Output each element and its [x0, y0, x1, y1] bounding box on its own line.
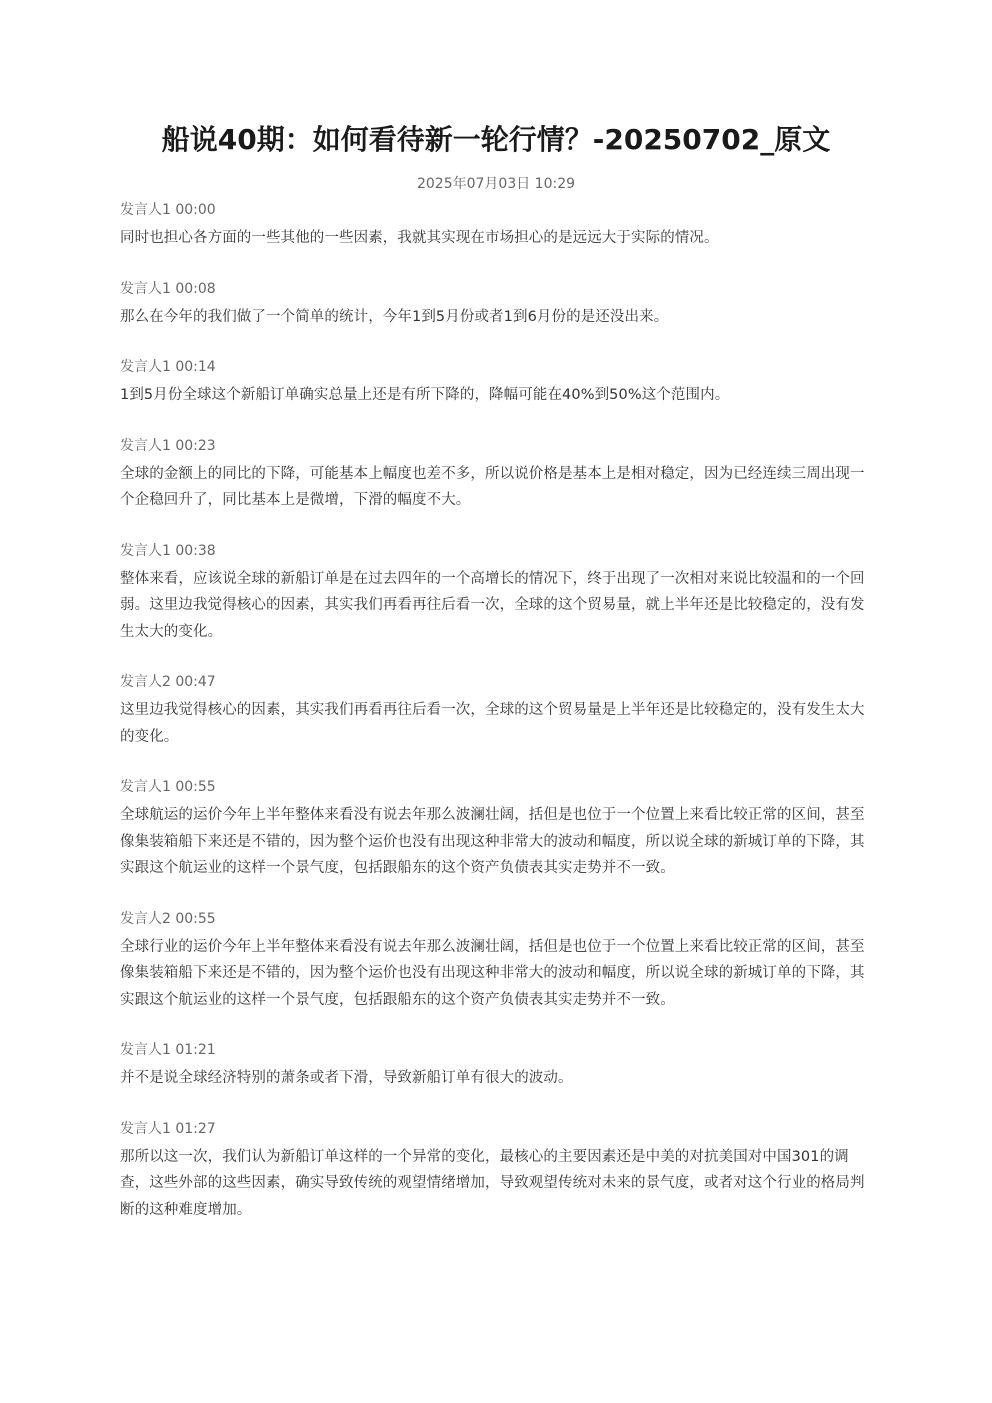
speech-text: 这里边我觉得核心的因素，其实我们再看再往后看一次，全球的这个贸易量是上半年还是比较稳定的，没有发生太大的变化。 — [120, 702, 865, 745]
speaker-timestamp: 发言人1 01:21 — [120, 1042, 216, 1058]
transcript-segment — [120, 356, 872, 409]
speech-text: 同时也担心各方面的一些其他的一些因素，我就其实现在市场担心的是远远大于实际的情况。 — [120, 230, 719, 246]
speech-text: 全球的金额上的同比的下降，可能基本上幅度也差不多，所以说价格是基本上是相对稳定，因为已经连续三周出现一个企稳回升了，同比基本上是微增，下滑的幅度不大。 — [120, 465, 865, 508]
transcript-segment — [120, 776, 872, 882]
speaker-timestamp: 发言人1 00:23 — [120, 437, 216, 454]
transcript-segment — [120, 671, 872, 750]
speech-text: 并不是说全球经济特别的萧条或者下滑，导致新船订单有很大的波动。 — [120, 1070, 573, 1086]
transcript-segment — [120, 278, 872, 331]
document-date: 2025年07月03日 10:29 — [416, 176, 576, 192]
speaker-timestamp: 发言人1 00:38 — [120, 542, 216, 559]
transcript-segment — [120, 1118, 872, 1224]
speaker-timestamp: 发言人1 00:14 — [120, 359, 216, 375]
speech-text: 1到5月份全球这个新船订单确实总量上还是有所下降的，降幅可能在40%到50%这个范围内。 — [120, 387, 730, 403]
speaker-timestamp: 发言人1 01:27 — [120, 1120, 216, 1137]
speech-text: 那所以这一次，我们认为新船订单这样的一个异常的变化，最核心的主要因素还是中美的对抗美国对中国301的调查，这些外部的这些因素，确实导致传统的观望情绪增加，导致观望传统对未来的景气度，或者对这个行业的格局判断的这种难度增加。 — [120, 1148, 865, 1218]
speech-text: 全球航运的运价今年上半年整体来看没有说去年那么波澜壮阔，括但是也位于一个位置上来看比较正常的区间，甚至像集装箱船下来还是不错的，因为整个运价也没有出现这种非常大的波动和幅度，所以说全球的新城订单的下降，其实跟这个航运业的这样一个景气度，包括跟船东的这个资产负债表其实走势并不一致。 — [120, 807, 865, 876]
speech-text: 那么在今年的我们做了一个简单的统计，今年1到5月份或者1到6月份的是还没出来。 — [120, 308, 669, 325]
transcript-segment — [120, 540, 872, 646]
document-title: 船说40期：如何看待新一轮行情？-20250702_原文 — [161, 123, 831, 156]
transcript-segment — [120, 1039, 872, 1092]
speaker-timestamp: 发言人1 00:08 — [120, 280, 216, 297]
speaker-timestamp: 发言人1 00:55 — [120, 779, 216, 795]
transcript-segment — [120, 435, 872, 514]
transcript — [120, 199, 872, 1249]
transcript-segment — [120, 908, 872, 1014]
speaker-timestamp: 发言人2 00:55 — [120, 910, 216, 927]
transcript-segment — [120, 199, 872, 252]
speaker-timestamp: 发言人1 00:00 — [120, 202, 216, 218]
speech-text: 全球行业的运价今年上半年整体来看没有说去年那么波澜壮阔，括但是也位于一个位置上来看比较正常的区间，甚至像集装箱船下来还是不错的，因为整个运价也没有出现这种非常大的波动和幅度，所以说全球的新城订单的下降，其实跟这个航运业的这样一个景气度，包括跟船东的这个资产负债表其实走势并不一致。 — [120, 938, 865, 1008]
speaker-timestamp: 发言人2 00:47 — [120, 674, 216, 690]
speech-text: 整体来看，应该说全球的新船订单是在过去四年的一个高增长的情况下，终于出现了一次相对来说比较温和的一个回弱。这里边我觉得核心的因素，其实我们再看再往后看一次，全球的这个贸易量，就上半年还是比较稳定的，没有发生太大的变化。 — [120, 570, 865, 640]
